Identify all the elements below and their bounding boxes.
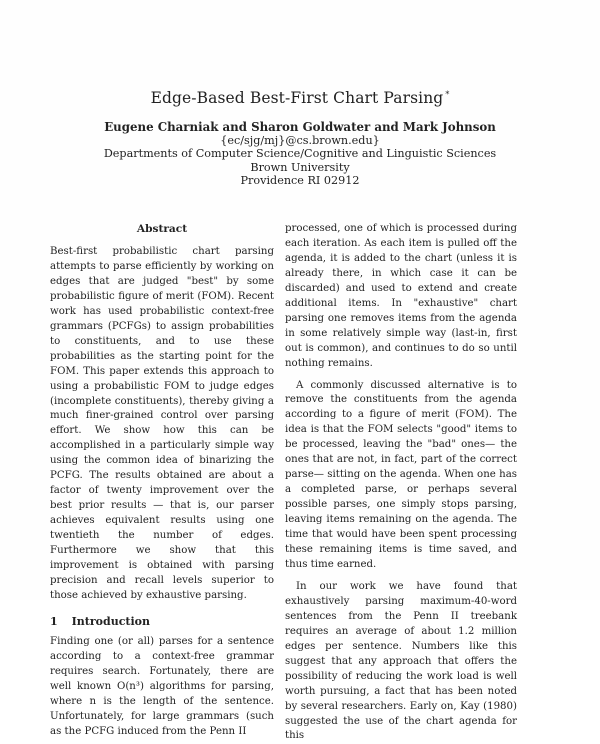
body-paragraph-edges: In our work we have found that exhaustively parsing maximum-40-word sentences from the Penn II treebank requires an average of about 1.2 million edges per sentence. Numbers like this suggest that any approach that offers the possibility of reducing the work load is well worth pursuing, a fact that has been noted by several researchers. Early on, Kay (1980) suggested the use of the chart agenda for this [285,580,517,742]
left-column [50,222,274,740]
paper-title-text: Edge-Based Best-First Chart Parsing [150,89,444,108]
affiliation-department: Departments of Computer Science/Cognitive and Linguistic Sciences [103,147,497,161]
affiliation-university: Brown University [250,160,350,174]
body-paragraph-fom: A commonly discussed alternative is to remove the constituents from the agenda according to a figure of merit (FOM). The idea is that the FOM selects "good" items to be processed, leaving the "bad" ones— the ones that are not, in fact, part of the correct parse— sitting on the agenda. When one has a completed parse, or perhaps several possible parses, one simply stops parsing, leaving items remaining on the agenda. The time that would have been spent processing these remaining items is time saved, and thus time earned. [285,379,517,570]
title-footnote-mark: * [445,90,450,99]
abstract-text: Best-first probabilistic chart parsing attempts to parse efficiently by working on edges that are judged "best" by some probabilistic figure of merit (FOM). Recent work has used probabilistic context-free grammars (PCFGs) to assign probabilities to constituents, and to use these probabilities as the starting point for the FOM. This paper extends this approach to using a probabilistic FOM to judge edges (incomplete constituents), thereby giving a much finer-grained control over parsing effort. We show how this can be accomplished in a particularly simple way using the common idea of binarizing the PCFG. The results obtained are about a factor of twenty improvement over the best prior results — that is, our parser achieves equivalent results using one twentieth the number of edges. Furthermore we show that this improvement is obtained with parsing precision and recall levels superior to those achieved by exhaustive parsing. [50,246,274,601]
paragraph-gap [285,573,517,580]
section-heading-introduction [50,615,274,629]
section-number: 1 [50,614,58,628]
paragraph-gap [285,372,517,379]
introduction-paragraph: Finding one (or all) parses for a sentence according to a context-free grammar requires search. Fortunately, there are well known O(n³) algorithms for parsing, where n is the length of the sentence. Unfortunately, for large grammars (such as the PCFG induced from the Penn II [50,635,274,737]
title-block [0,86,600,187]
body-paragraph-agenda: processed, one of which is processed during each iteration. As each item is pulled off the agenda, it is added to the chart (unless it is already there, in which case it can be discarded) and used to extend and create additional items. In "exhaustive" chart parsing one removes items from the agenda in some relatively simple way (last-in, first out is common), and continues to do so until nothing remains. [285,223,517,369]
author-emails: {ec/sjg/mj}@cs.brown.edu} [220,134,380,148]
right-column [285,222,517,744]
affiliation-location: Providence RI 02912 [240,173,360,187]
abstract-heading: Abstract [136,223,188,235]
section-title: Introduction [71,614,150,628]
authors: Eugene Charniak and Sharon Goldwater and Mark Johnson [104,120,496,135]
paper-title [0,86,600,107]
